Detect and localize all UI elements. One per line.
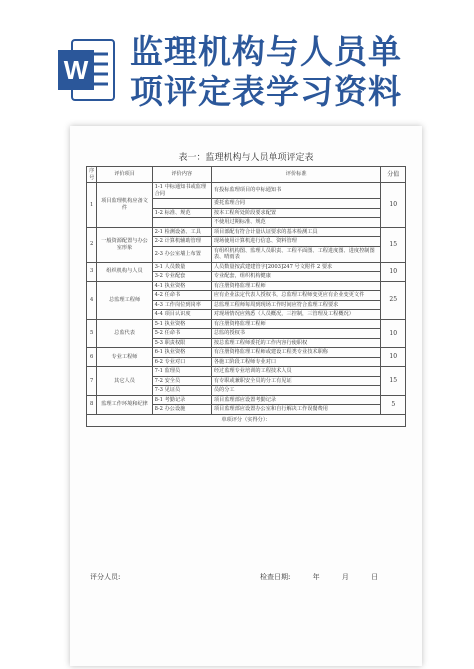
evaluation-standard: 各施工阶段工程师专业对口: [211, 357, 381, 367]
table-row: [87, 367, 406, 377]
row-number: 3: [87, 262, 97, 281]
score-value: 10: [381, 319, 406, 348]
header-score: 分值: [381, 167, 406, 183]
table-row: [87, 183, 406, 199]
evaluation-content: 4-2 任命书: [152, 291, 211, 301]
header-item: 评价项目: [97, 167, 152, 183]
score-value: 15: [381, 367, 406, 396]
row-number: 6: [87, 348, 97, 367]
date-line: [260, 572, 398, 582]
evaluation-content: 2-2 计算机辅助管理: [152, 237, 211, 247]
evaluation-standard: 项目监理部应设置办公室和自行解决工作误餐费用: [211, 405, 381, 415]
evaluation-content: [152, 218, 211, 228]
evaluation-content: 1-1 中标通知书或监理合同: [152, 183, 211, 199]
table-row: [87, 281, 406, 291]
evaluation-content: 5-3 职责权限: [152, 338, 211, 348]
evaluation-standard: 项目部配有符合计量认证要求的基本检测工具: [211, 227, 381, 237]
evaluation-standard: 人员数量按武建建管字[2003]247 号文附件 2 要求: [211, 262, 381, 272]
evaluation-standard: 应有企业法定代表人授权书，总监理工程师变更应有企业变更文件: [211, 291, 381, 301]
score-value: 25: [381, 281, 406, 319]
evaluation-content: 4-1 执业资格: [152, 281, 211, 291]
row-number: 5: [87, 319, 97, 348]
svg-text:W: W: [63, 55, 89, 85]
table-row: [87, 262, 406, 272]
evaluation-standard: 按本工程所处阶段要求配置: [211, 208, 381, 218]
row-number: 8: [87, 395, 97, 414]
evaluation-item: 总监理工程师: [97, 281, 152, 319]
evaluation-standard: 有注册资格监理工程师: [211, 281, 381, 291]
total-row: [87, 414, 406, 426]
evaluation-standard: 经过监理专业培训的工程技术人员: [211, 367, 381, 377]
total-score-label: 单项评分（实得分）：: [87, 414, 406, 426]
evaluation-content: 7-2 安全员: [152, 376, 211, 386]
evaluation-content: 5-2 任命书: [152, 329, 211, 339]
row-number: 1: [87, 183, 97, 228]
table-row: [87, 227, 406, 237]
evaluation-standard: 委托监理合同: [211, 199, 381, 209]
evaluation-standard: 现场使用计算机进行信息、资料管理: [211, 237, 381, 247]
banner: [0, 0, 474, 118]
evaluation-content: 3-2 专业配套: [152, 272, 211, 282]
evaluation-standard: 有专职或兼职安全员的分工有见证: [211, 376, 381, 386]
evaluation-standard: 按总监理工程师委托的工作内容行使职权: [211, 338, 381, 348]
evaluation-item: 组织机构与人员: [97, 262, 152, 281]
year-label: 年: [312, 573, 320, 581]
date-label: 检查日期:: [260, 573, 291, 581]
evaluation-standard: 有注册资格监理工程师或建设工程类专业技术职称: [211, 348, 381, 358]
header-content: 评价内容: [152, 167, 211, 183]
evaluation-item: 专业工程师: [97, 348, 152, 367]
score-value: 10: [381, 348, 406, 367]
score-value: 10: [381, 183, 406, 228]
table-row: [87, 348, 406, 358]
evaluation-content: 1-2 标准、规范: [152, 208, 211, 218]
evaluation-table: [86, 166, 406, 427]
table-body: [87, 183, 406, 427]
evaluation-content: 8-1 考勤记录: [152, 395, 211, 405]
evaluation-standard: 总监理工程师每周到现场工作时间应符合监理工程要求: [211, 300, 381, 310]
word-icon: [58, 36, 116, 104]
header-standard: 评价标准: [211, 167, 381, 183]
header-no: 序号: [87, 167, 97, 183]
table-header-row: [87, 167, 406, 183]
evaluator-label: 评分人员:: [90, 573, 121, 581]
evaluation-standard: 总监的授权书: [211, 329, 381, 339]
evaluation-item: 项目监理机构应备文件: [97, 183, 152, 228]
evaluation-content: 3-1 人员数量: [152, 262, 211, 272]
day-label: 日: [371, 573, 379, 581]
evaluation-content: 2-1 检测设备、工具: [152, 227, 211, 237]
evaluation-item: 其它人员: [97, 367, 152, 396]
evaluation-standard: 员的分工: [211, 386, 381, 396]
row-number: 7: [87, 367, 97, 396]
evaluation-standard: 项目监理部应设置考勤记录: [211, 395, 381, 405]
evaluation-item: 总监代表: [97, 319, 152, 348]
evaluation-standard: 对现场情况应熟悉（人员概况，三控制，三管理及工程概况）: [211, 310, 381, 320]
evaluation-content: 6-2 专业对口: [152, 357, 211, 367]
document-page: [70, 126, 422, 666]
evaluation-content: 7-3 见证员: [152, 386, 211, 396]
score-value: 15: [381, 227, 406, 262]
evaluation-content: 4-4 项目认识度: [152, 310, 211, 320]
evaluation-content: 4-3 工作岗位到岗率: [152, 300, 211, 310]
evaluation-content: 6-1 执业资格: [152, 348, 211, 358]
evaluation-item: 监理工作环境和纪律: [97, 395, 152, 414]
table-row: [87, 319, 406, 329]
score-value: 5: [381, 395, 406, 414]
evaluation-item: 一般资源配置与办公室形象: [97, 227, 152, 262]
document-title: 表一：监理机构与人员单项评定表: [178, 153, 314, 163]
banner-title-line-1: 监理机构与人员单: [130, 32, 402, 71]
banner-title-line-2: 项评定表学习资料: [130, 72, 402, 111]
evaluation-content: 2-3 办公室墙上布置: [152, 246, 211, 262]
evaluation-content: 5-1 执业资格: [152, 319, 211, 329]
evaluation-standard: 专业配套，组织机构健康: [211, 272, 381, 282]
evaluation-standard: 不使用过期标准、规范: [211, 218, 381, 228]
table-row: [87, 395, 406, 405]
score-value: 10: [381, 262, 406, 281]
evaluation-standard: 有注册资格监理工程师: [211, 319, 381, 329]
evaluation-content: 8-2 办公设施: [152, 405, 211, 415]
evaluation-content: [152, 199, 211, 209]
month-label: 月: [341, 573, 349, 581]
row-number: 4: [87, 281, 97, 319]
evaluation-standard: 有组织机构图、监理人员职责、工程平面图、工程进度图、进度控制图表、晴雨表: [211, 246, 381, 262]
evaluation-standard: 有投标监理项目的中标通知书: [211, 183, 381, 199]
evaluation-content: 7-1 监理员: [152, 367, 211, 377]
row-number: 2: [87, 227, 97, 262]
